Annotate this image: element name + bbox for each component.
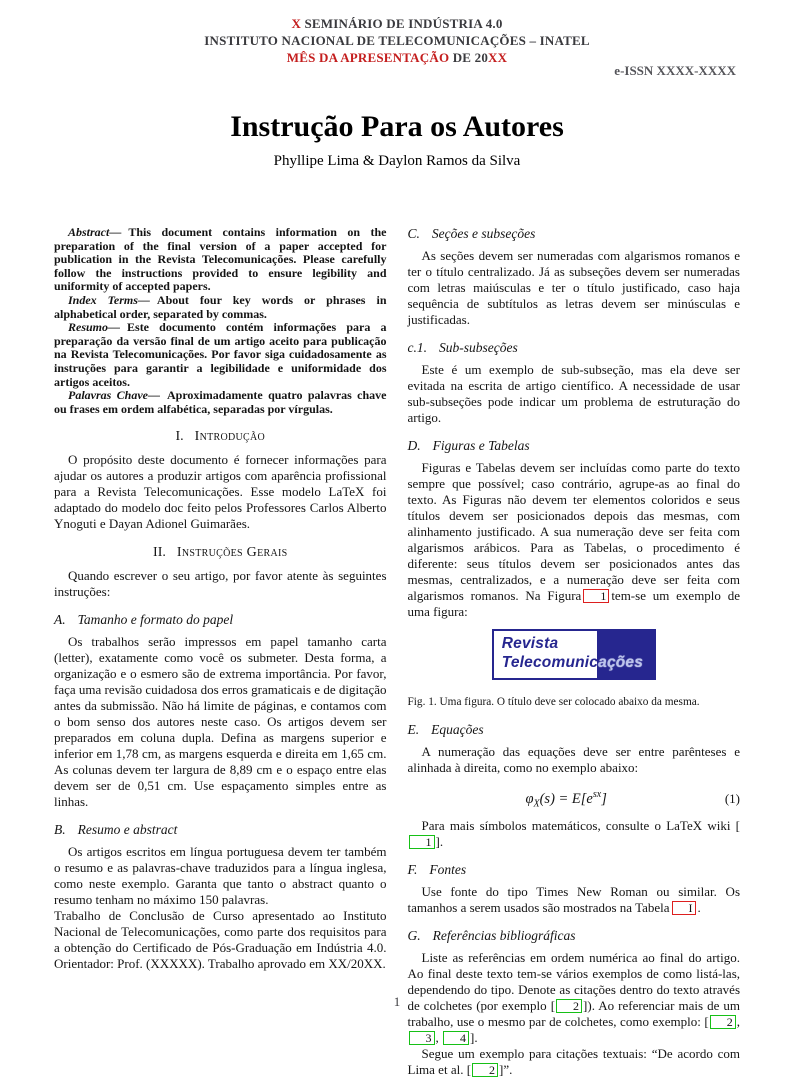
right-column: [407, 226, 741, 1078]
section-title: Introdução: [194, 429, 266, 445]
resumo-text: Este documento contém informações para a preparação da versão final de um artigo aceito para publicação na Revista Telecomunicações. Por favor siga cuidadosamente as instruções para garantir a legibilidade e uniformidade dos artigos aceitos.: [54, 320, 387, 389]
page-number: 1: [393, 994, 401, 1009]
logo-line-1: Revista: [501, 635, 559, 652]
section-title: Instruções Gerais: [176, 545, 288, 561]
subsubsection-number: c.1.: [407, 340, 427, 355]
subsection-letter: E.: [407, 721, 420, 737]
table-1-link[interactable]: I: [672, 901, 696, 915]
figure-1-caption: Fig. 1. Uma figura. O título deve ser colocado abaixo da mesma.: [407, 696, 700, 708]
instrucoes-gerais-paragraph: Quando escrever o seu artigo, por favor atente às seguintes instruções:: [54, 568, 387, 600]
section-introducao-heading: [54, 429, 387, 445]
subsection-g-text-2: ]). Ao referenciar mais de um trabalho, use o mesmo par de colchetes, como exemplo: [: [407, 998, 740, 1030]
subsection-title: Seções e subseções: [431, 226, 536, 241]
subsection-c-heading: [408, 226, 741, 242]
palavras-chave-paragraph: [54, 389, 387, 416]
subsection-g-text-4: Segue um exemplo para citações textuais: “De acordo com Lima et al. [: [407, 1046, 740, 1078]
citation-separator: ,: [736, 1014, 740, 1030]
subsection-a-paragraph: Os trabalhos serão impressos em papel tamanho carta (letter), exatamente como você os submeter. Desta forma, a organização e o esmero são de extrema importância. Por favor, faça uma revisão cuidadosa dos erros gramaticais e de digitação antes da submissão. Não há limite de páginas, e contamos com o bom senso dos autores neste caso. Os artigos devem ser preparados em coluna dupla. Defina as margens superior e inferior em 1,78 cm, as margens esquerda e direita em 1,65 cm. As colunas devem ter largura de 8,89 cm e o espaço entre elas devem ser de 0,51 cm. Use espaçamento simples entre as linhas.: [54, 634, 387, 810]
citation-3-link[interactable]: 3: [409, 1031, 435, 1045]
subsection-g-text-1: Liste as referências em ordem numérica ao final do artigo. Ao final deste texto tem-se vários exemplos de como listá-las, dependendo do tipo. Denote as citações dentro do texto através de colchetes (por exemplo [: [407, 950, 740, 1014]
header-year-xx: XX: [488, 50, 508, 65]
latex-wiki-text-1: Para mais símbolos matemáticos, consulte o LaTeX wiki [: [421, 818, 740, 834]
subsection-d-paragraph: [408, 460, 741, 620]
subsection-title: Referências bibliográficas: [432, 928, 576, 944]
logo-text: [502, 634, 643, 672]
eq-middle: (s) = E[e: [539, 790, 593, 807]
subsection-letter: G.: [407, 928, 421, 944]
latex-wiki-paragraph: [408, 818, 741, 850]
subsubsection-c1-paragraph: Este é um exemplo de sub-subseção, mas ela deve ser evitada na escrita de artigo científico. A necessidade de usar sub-subseções pode indicar um problema de estruturação do artigo.: [407, 362, 740, 425]
citation-2-link[interactable]: 2: [710, 1015, 736, 1029]
subsection-d-text-2: tem-se um exemplo de uma figura:: [407, 588, 740, 619]
citation-1-link[interactable]: 1: [409, 835, 435, 849]
subsection-letter: A.: [54, 612, 66, 628]
subsection-letter: F.: [407, 862, 418, 878]
subsection-g-text-3: ].: [470, 1030, 478, 1046]
paper-title: Instrução Para os Autores: [230, 110, 564, 143]
subsection-f-text-1: Use fonte do tipo Times New Roman ou similar. Os tamanhos a serem usados são mostrados na Tabela: [407, 884, 740, 916]
figure-1-link[interactable]: 1: [583, 589, 609, 603]
section-instrucoes-gerais-heading: [54, 545, 387, 561]
subsubsection-c1-heading: [408, 340, 741, 356]
subsection-f-heading: [408, 862, 741, 878]
eissn-label: e-ISSN XXXX-XXXX: [614, 63, 736, 78]
introducao-paragraph: O propósito deste documento é fornecer informações para ajudar os autores a produzir artigos com aparência profissional para a Revista Telecomunicações. Esse modelo LaTeX foi adaptado do modelo doc feito pelos Professores Carlos Alberto Ynoguti e Dayan Adionel Guimarães.: [54, 452, 387, 532]
subsection-letter: D.: [407, 438, 421, 453]
citation-separator: ,: [435, 1030, 442, 1046]
subsection-title: Fontes: [429, 862, 467, 878]
logo-line-2-light: ações: [598, 654, 644, 671]
section-number: I.: [175, 429, 184, 445]
citation-4-link[interactable]: 4: [443, 1031, 469, 1045]
eq-end: ]: [601, 790, 607, 807]
index-terms-lead: Index Terms—: [68, 292, 150, 307]
eq-superscript: sx: [592, 788, 602, 800]
equation-body: [408, 789, 725, 810]
resumo-lead: Resumo—: [68, 320, 121, 335]
subsection-d-text-1: Figuras e Tabelas devem ser incluídas como parte do texto sempre que possível; caso contrário, agrupe-as ao final do texto. As Figuras não devem ter elementos coloridos e seus títulos devem ser posicionados depois das mesmas, com alinhamento justificado. A sua numeração deve ser feita com algarismos arábicos. Para as Tabelas, o procedimento é diferente: seus títulos devem ser posicionados antes das mesmas, centralizados, e a numeração deve ser feita com algarismos romanos. Na Figura: [407, 460, 740, 603]
authors-line: Phyllipe Lima & Daylon Ramos da Silva: [273, 153, 521, 169]
equation-1: [408, 789, 741, 810]
thanks-footnote: Trabalho de Conclusão de Curso apresentado ao Instituto Nacional de Telecomunicações, como parte dos requisitos para a obtenção do Certificado de Pós-Graduação em Indústria 4.0. Orientador: Prof. (XXXXX). Trabalho aprovado em XX/20XX.: [54, 908, 387, 972]
subsection-f-paragraph: [408, 884, 741, 916]
index-terms-text: About four key words or phrases in alphabetical order, separated by commas.: [54, 292, 387, 321]
eq-phi: φ: [525, 790, 534, 807]
header-seminar-number: X: [291, 16, 302, 31]
palavras-chave-text: Aproximadamente quatro palavras chave ou frases em ordem alfabética, separadas por vírgulas.: [54, 388, 387, 416]
subsection-title: Tamanho e formato do papel: [77, 612, 234, 628]
revista-telecomunicacoes-logo: [492, 629, 656, 680]
subsection-g-paragraph-2: [408, 1046, 741, 1078]
eq-subscript: X: [533, 798, 540, 810]
subsection-c-paragraph: As seções devem ser numeradas com algarismos romanos e ter o título centralizado. Já as subseções devem ser numeradas com letras maiúsculas e ter o título justificado, caso haja sequência de subtítulos as letras devem ser minúsculas e justificadas.: [407, 248, 740, 327]
subsubsection-title: Sub-subseções: [439, 340, 518, 355]
subsection-title: Figuras e Tabelas: [432, 438, 530, 453]
header-year-prefix: DE 20: [449, 50, 489, 65]
header-line-1: [0, 15, 794, 32]
abstract-lead: Abstract—: [68, 225, 122, 239]
subsection-title: Equações: [431, 721, 484, 737]
palavras-chave-lead: Palavras Chave—: [68, 388, 160, 403]
subsection-letter: C.: [407, 226, 420, 241]
abstract-paragraph: [54, 226, 387, 294]
resumo-paragraph: [54, 321, 387, 389]
subsection-b-heading: [54, 822, 387, 838]
subsection-letter: B.: [54, 822, 66, 838]
subsection-title: Resumo e abstract: [77, 822, 178, 838]
logo-line-2-dark: Telecomunic: [501, 654, 599, 671]
header-month: MÊS DA APRESENTAÇÃO: [286, 50, 450, 65]
subsection-g-heading: [408, 928, 741, 944]
abstract-text: This document contains information on the preparation of the final version of a paper accepted for publication in the Revista Telecomunicações. Please carefully follow the instructions provided to ensure legibility and uniformity of accepted papers.: [54, 225, 387, 294]
subsection-f-text-2: .: [697, 900, 701, 916]
figure-1: [408, 629, 741, 685]
header-line-2: INSTITUTO NACIONAL DE TELECOMUNICAÇÕES – INATEL: [204, 33, 590, 48]
citation-2-link[interactable]: 2: [556, 999, 582, 1013]
conference-header: [0, 0, 794, 66]
equation-number: (1): [724, 790, 740, 806]
subsection-d-heading: [408, 438, 741, 454]
subsection-e-heading: [408, 722, 741, 738]
citation-2-link[interactable]: 2: [472, 1063, 498, 1077]
latex-wiki-text-2: ].: [435, 834, 444, 850]
subsection-a-heading: [54, 612, 387, 628]
two-column-layout: [54, 225, 740, 1078]
section-number: II.: [153, 545, 166, 561]
subsection-g-text-5: ]”.: [499, 1062, 513, 1078]
subsection-b-paragraph: Os artigos escritos em língua portuguesa devem ter também o resumo e as palavras-chave traduzidos para a língua inglesa, como neste exemplo. Garanta que tanto o abstract quanto o resumo tenham no máximo 150 palavras.: [54, 844, 387, 908]
subsection-e-paragraph: A numeração das equações deve ser entre parênteses e alinhada à direita, como no exemplo abaixo:: [407, 743, 740, 775]
index-terms-paragraph: [54, 294, 387, 321]
header-seminar-name: SEMINÁRIO DE INDÚSTRIA 4.0: [301, 16, 503, 31]
left-column: [54, 226, 387, 982]
